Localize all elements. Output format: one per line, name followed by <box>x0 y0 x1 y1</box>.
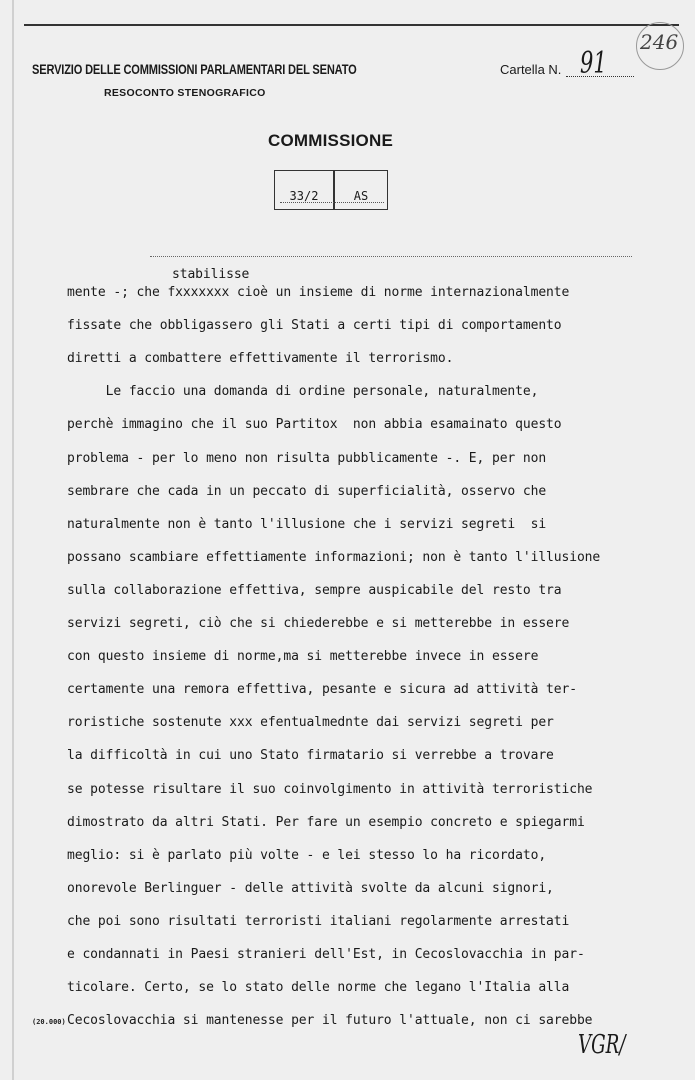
transcript-line: Le faccio una domanda di ordine personale, naturalmente, <box>67 384 539 400</box>
transcript-line: dimostrato da altri Stati. Per fare un esempio concreto e spiegarmi <box>67 814 585 830</box>
transcript-line: perchè immagino che il suo Partitox non abbia esamainato questo <box>67 417 562 433</box>
report-type: RESOCONTO STENOGRAFICO <box>104 87 266 99</box>
transcript-line: che poi sono risultati terroristi italiani regolarmente arrestati <box>67 913 570 929</box>
code-right: AS <box>353 189 369 203</box>
transcript-line: naturalmente non è tanto l'illusione che i servizi segreti si <box>67 516 547 532</box>
handwritten-initials: VGR/ <box>578 1030 626 1060</box>
transcript-line: ticolare. Certo, se lo stato delle norme che legano l'Italia alla <box>67 980 570 996</box>
transcript-line: mente -; che fxxxxxxx cioè un insieme di norme internazionalmente <box>67 285 570 300</box>
transcript-line: sulla collaborazione effettiva, sempre auspicabile del resto tra <box>67 582 562 598</box>
commission-title: COMMISSIONE <box>268 131 393 150</box>
transcript-line: roristiche sostenute xxx efentualmednte dai servizi segreti per <box>67 715 554 731</box>
transcript-line: fissate che obbligassero gli Stati a certi tipi di comportamento <box>67 318 562 334</box>
code-left: 33/2 <box>289 189 319 203</box>
transcript-line: e condannati in Paesi stranieri dell'Est, in Cecoslovacchia in par- <box>67 947 585 962</box>
transcript-line: la difficoltà in cui uno Stato firmatario si verrebbe a trovare <box>67 748 554 764</box>
top-rule <box>24 24 679 26</box>
transcript-line: diretti a combattere effettivamente il terrorismo. <box>67 351 454 367</box>
folder-number: 91 <box>580 46 607 81</box>
transcript-line: con questo insieme di norme,ma si metterebbe invece in essere <box>67 649 539 665</box>
insertion-text: stabilisse <box>172 267 250 282</box>
separator-line <box>150 256 632 257</box>
transcript-line: Cecoslovacchia si mantenesse per il futuro l'attuale, non ci sarebbe <box>67 1013 593 1029</box>
margin-note: (20.000) <box>32 1018 66 1026</box>
service-heading: SERVIZIO DELLE COMMISSIONI PARLAMENTARI DEL SENATO <box>32 62 357 77</box>
transcript-line: se potesse risultare il suo coinvolgimento in attività terroristiche <box>67 781 593 797</box>
transcript-line: servizi segreti, ciò che si chiederebbe e si metterebbe in essere <box>67 616 570 631</box>
transcript-line: certamente una remora effettiva, pesante e sicura ad attività ter- <box>67 682 577 698</box>
code-box-divider <box>333 170 335 210</box>
transcript-line: onorevole Berlinguer - delle attività svolte da alcuni signori, <box>67 880 554 896</box>
transcript-line: possano scambiare effettiamente informazioni; non è tanto l'illusione <box>67 549 601 565</box>
page-edge <box>12 0 14 1080</box>
transcript-line: meglio: si è parlato più volte - e lei stesso lo ha ricordato, <box>67 847 547 863</box>
transcript-line: sembrare che cada in un peccato di superficialità, osservo che <box>67 483 547 499</box>
transcript-line: problema - per lo meno non risulta pubblicamente -. E, per non <box>67 450 547 466</box>
folder-label: Cartella N. <box>500 62 562 77</box>
page-stamp-number: 246 <box>640 30 679 54</box>
